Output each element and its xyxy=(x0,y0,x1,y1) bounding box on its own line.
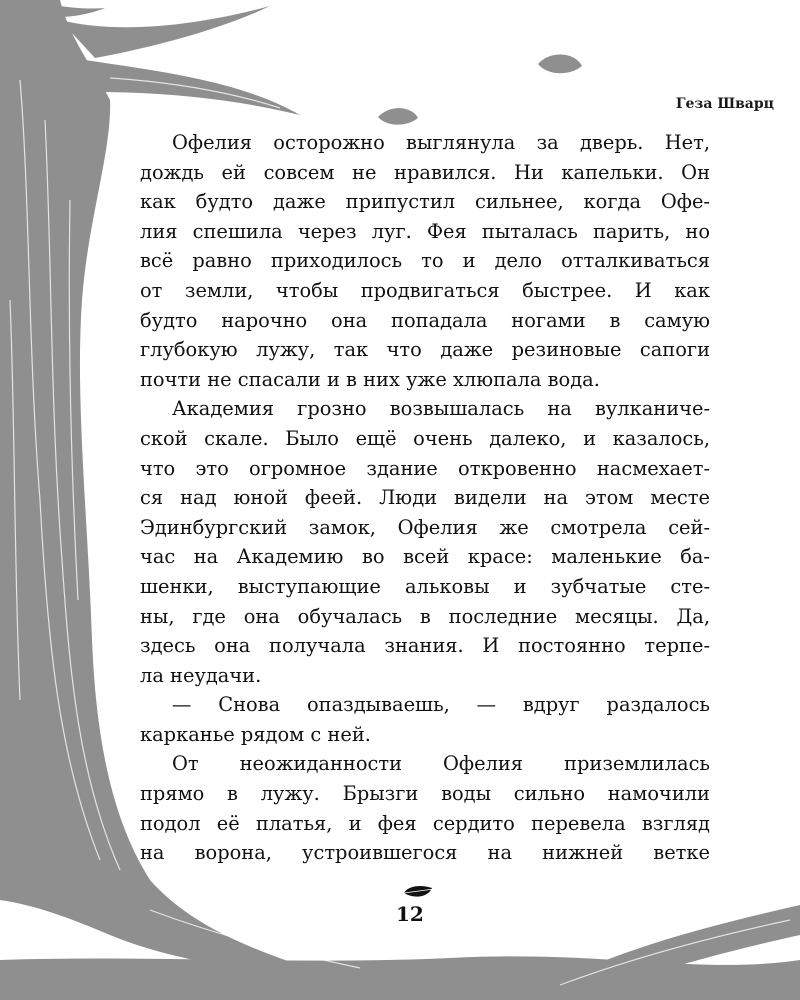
text-line: от земли, чтобы продвигаться быстрее. И как xyxy=(140,278,710,302)
text-line: прямо в лужу. Брызги воды сильно намочили xyxy=(140,782,710,806)
text-line: всё равно приходилось то и дело отталкиваться xyxy=(140,249,710,273)
text-line: на ворона, устроившегося на нижней ветке xyxy=(140,841,710,865)
text-line: ской скале. Было ещё очень далеко, и казалось, xyxy=(140,426,710,450)
text-line: час на Академию во всей красе: маленькие ба- xyxy=(140,545,710,569)
text-line: почти не спасали и в них уже хлюпала вода. xyxy=(140,367,600,391)
text-line: здесь она получала знания. И постоянно терпе- xyxy=(140,634,710,658)
body-text xyxy=(140,128,710,868)
text-line: Академия грозно возвышалась на вулканиче- xyxy=(172,397,710,421)
text-line: ла неудачи. xyxy=(140,663,262,687)
text-line: шенки, выступающие альковы и зубчатые сте- xyxy=(140,574,710,598)
page-number: 12 xyxy=(396,902,424,926)
leaf-ornament-icon xyxy=(402,884,436,900)
text-line: подол её платья, и фея сердито перевела взгляд xyxy=(140,811,710,835)
text-line: глубокую лужу, так что даже резиновые сапоги xyxy=(140,338,710,362)
text-line: карканье рядом с ней. xyxy=(140,722,371,746)
text-line: Эдинбургский замок, Офелия же смотрела сей- xyxy=(140,515,710,539)
text-line: ны, где она обучалась в последние месяцы. Да, xyxy=(140,604,710,628)
text-line: — Снова опаздываешь, — вдруг раздалось xyxy=(172,693,710,717)
text-line: будто нарочно она попадала ногами в самую xyxy=(140,308,710,332)
text-line: дождь ей совсем не нравился. Ни капельки. Он xyxy=(140,160,710,184)
text-line: как будто даже припустил сильнее, когда Офе- xyxy=(140,190,710,214)
text-line: От неожиданности Офелия приземлилась xyxy=(172,752,710,776)
text-line: что это огромное здание откровенно насмехает- xyxy=(140,456,710,480)
text-line: Офелия осторожно выглянула за дверь. Нет, xyxy=(172,131,710,154)
text-line: ся над юной феей. Люди видели на этом месте xyxy=(140,486,710,510)
running-header-author: Геза Шварц xyxy=(675,96,774,112)
text-line: лия спешила через луг. Фея пыталась парить, но xyxy=(140,219,710,243)
